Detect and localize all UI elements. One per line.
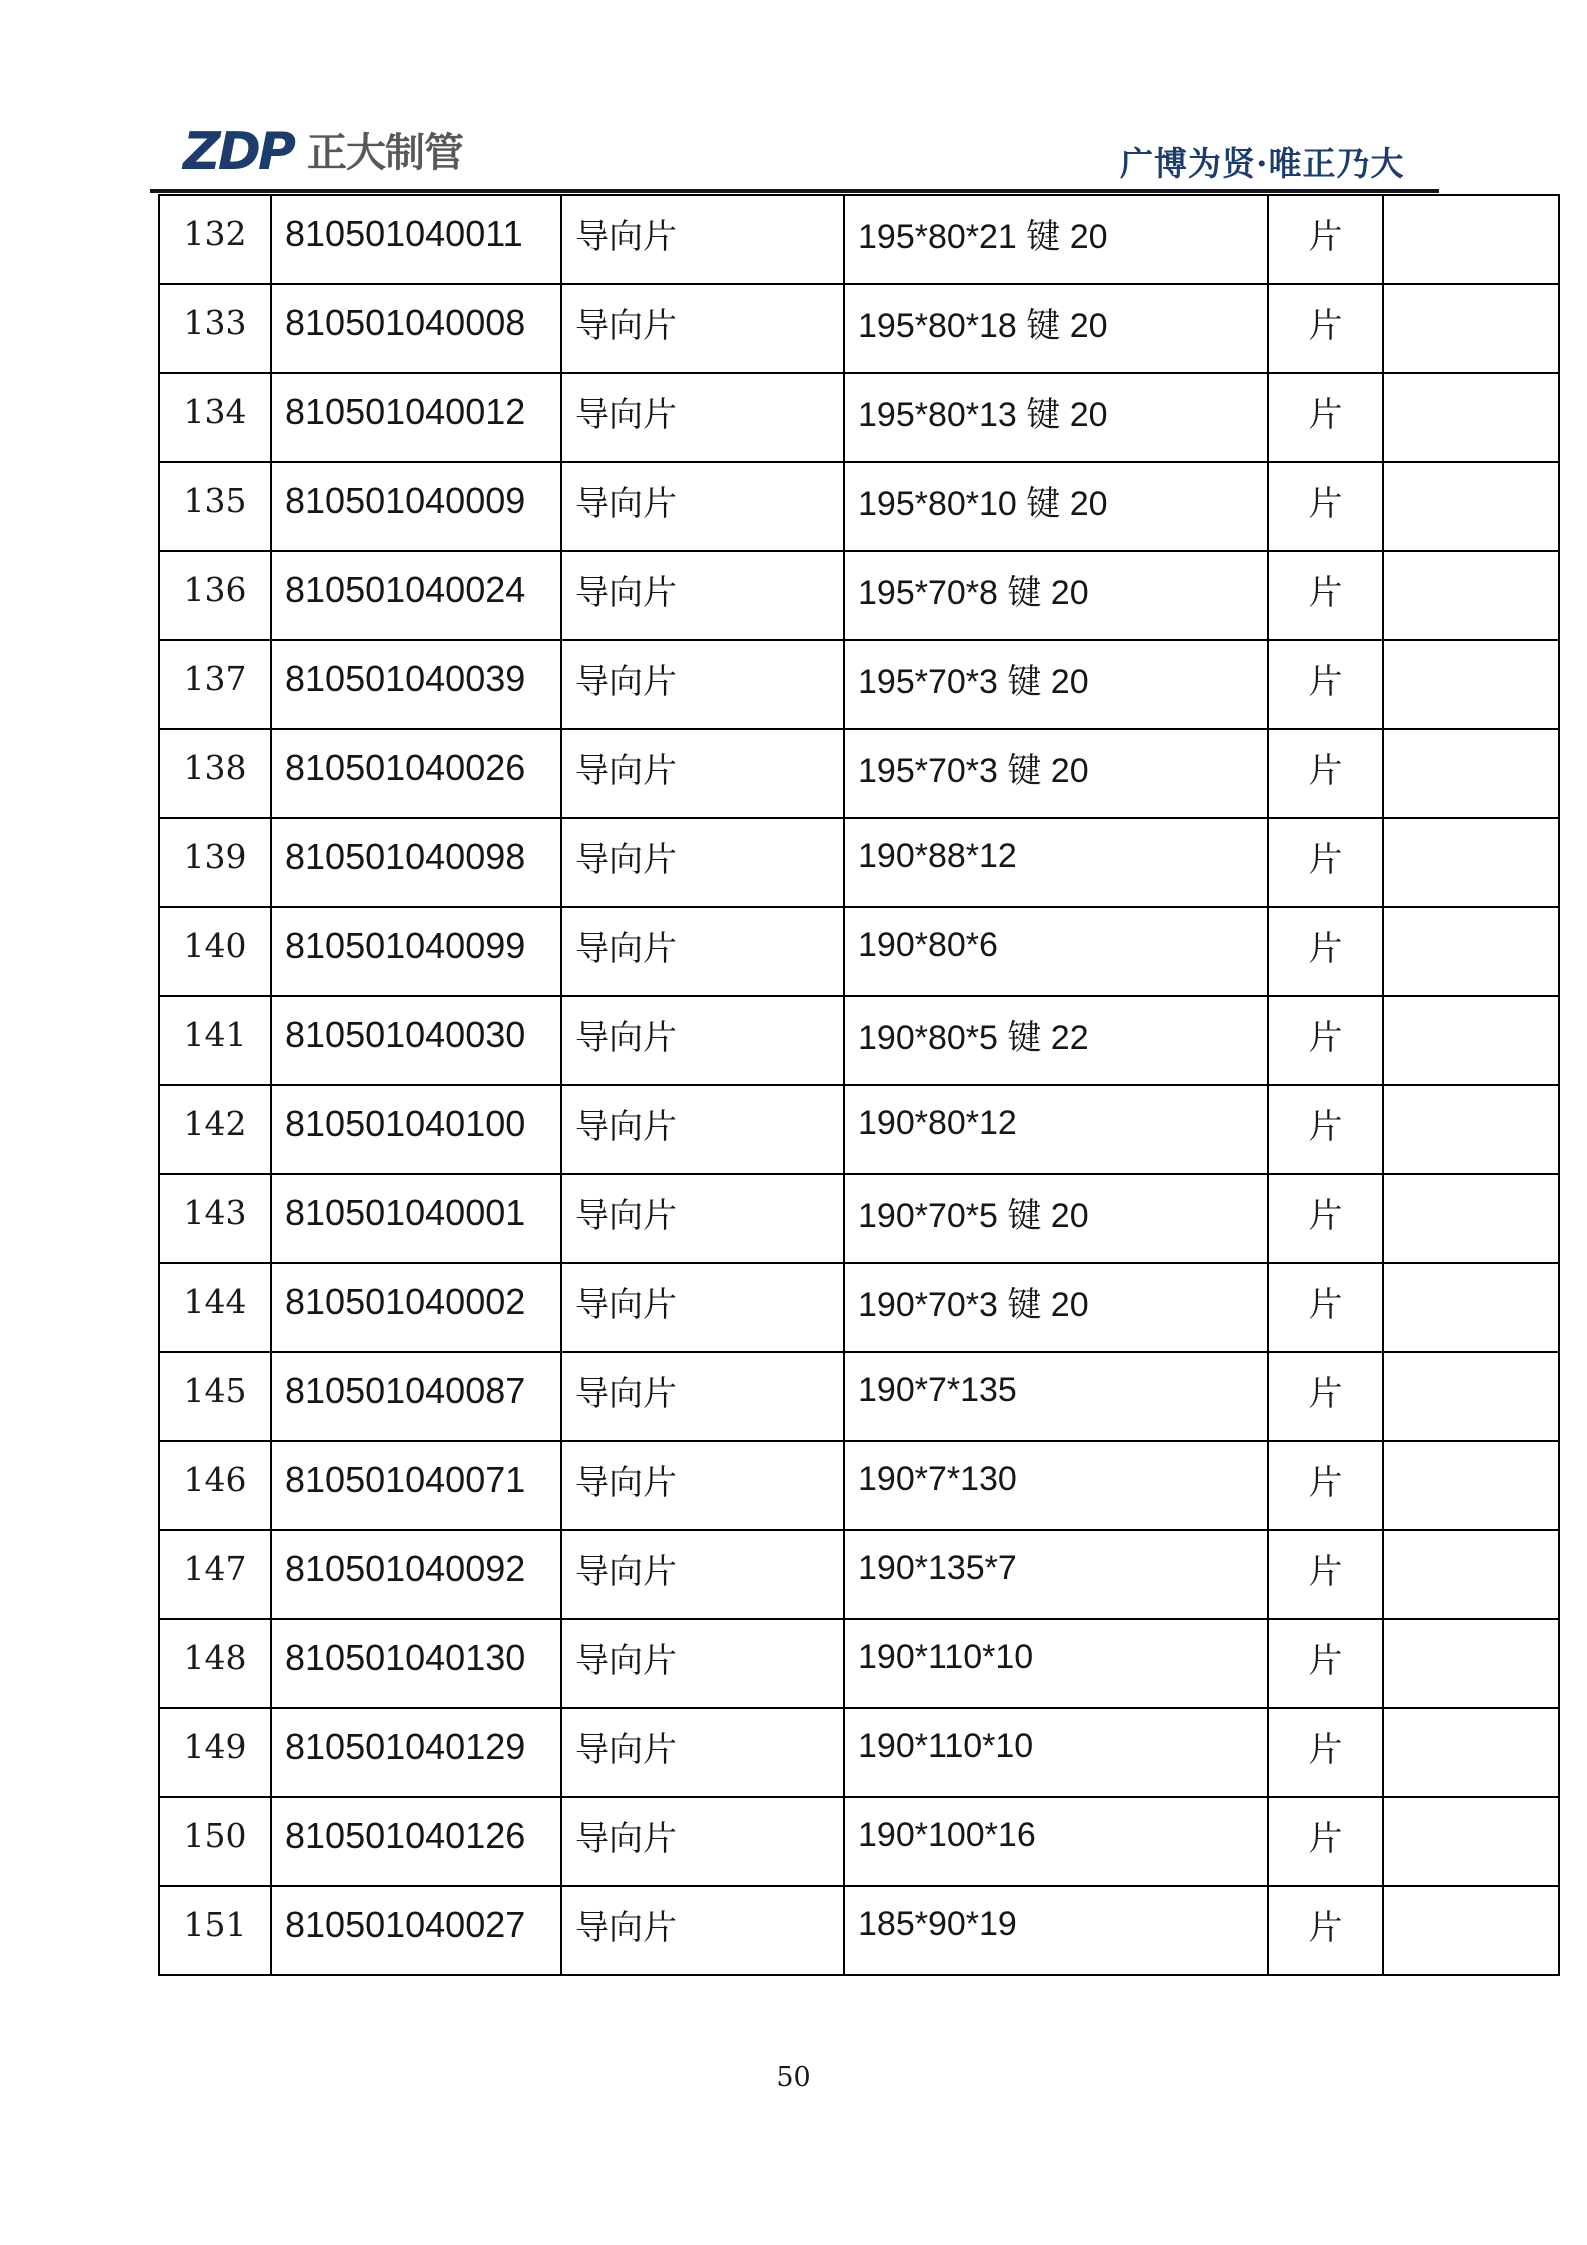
part-name-cell: 导向片 [561,1352,844,1441]
table-row [159,1619,1559,1708]
row-number-cell: 134 [159,373,271,462]
remark-cell [1383,1441,1559,1530]
material-code-cell: 810501040130 [271,1619,561,1708]
remark-cell [1383,373,1559,462]
table-row [159,996,1559,1085]
parts-table-body [159,195,1559,1975]
part-name-cell: 导向片 [561,1619,844,1708]
table-row [159,195,1559,284]
part-name-cell: 导向片 [561,907,844,996]
material-code-cell: 810501040098 [271,818,561,907]
table-row [159,1708,1559,1797]
part-name-cell: 导向片 [561,1085,844,1174]
row-number-cell: 140 [159,907,271,996]
remark-cell [1383,640,1559,729]
spec-cell: 190*100*16 [844,1797,1268,1886]
material-code-cell: 810501040024 [271,551,561,640]
unit-cell: 片 [1268,1085,1383,1174]
company-logo [183,122,463,182]
remark-cell [1383,551,1559,640]
table-row [159,1352,1559,1441]
row-number-cell: 150 [159,1797,271,1886]
remark-cell [1383,1352,1559,1441]
remark-cell [1383,1708,1559,1797]
row-number-cell: 136 [159,551,271,640]
spec-cell: 195*70*3 键 20 [844,729,1268,818]
remark-cell [1383,907,1559,996]
table-row [159,640,1559,729]
unit-cell: 片 [1268,1441,1383,1530]
unit-cell: 片 [1268,1352,1383,1441]
row-number-cell: 138 [159,729,271,818]
spec-cell: 190*80*6 [844,907,1268,996]
unit-cell: 片 [1268,818,1383,907]
unit-cell: 片 [1268,1886,1383,1975]
part-name-cell: 导向片 [561,373,844,462]
unit-cell: 片 [1268,284,1383,373]
part-name-cell: 导向片 [561,462,844,551]
spec-cell: 195*70*8 键 20 [844,551,1268,640]
spec-cell: 195*70*3 键 20 [844,640,1268,729]
remark-cell [1383,1530,1559,1619]
spec-cell: 190*80*5 键 22 [844,996,1268,1085]
unit-cell: 片 [1268,1619,1383,1708]
spec-cell: 190*110*10 [844,1619,1268,1708]
unit-cell: 片 [1268,1708,1383,1797]
page-header [0,0,1587,196]
spec-cell: 190*7*135 [844,1352,1268,1441]
row-number-cell: 133 [159,284,271,373]
spec-cell: 190*70*5 键 20 [844,1174,1268,1263]
spec-cell: 195*80*18 键 20 [844,284,1268,373]
material-code-cell: 810501040009 [271,462,561,551]
spec-cell: 190*80*12 [844,1085,1268,1174]
material-code-cell: 810501040002 [271,1263,561,1352]
material-code-cell: 810501040129 [271,1708,561,1797]
row-number-cell: 137 [159,640,271,729]
unit-cell: 片 [1268,1174,1383,1263]
part-name-cell: 导向片 [561,996,844,1085]
spec-cell: 195*80*10 键 20 [844,462,1268,551]
table-row [159,729,1559,818]
row-number-cell: 147 [159,1530,271,1619]
unit-cell: 片 [1268,1530,1383,1619]
row-number-cell: 142 [159,1085,271,1174]
row-number-cell: 151 [159,1886,271,1975]
header-divider-rule [150,189,1439,193]
row-number-cell: 144 [159,1263,271,1352]
material-code-cell: 810501040008 [271,284,561,373]
unit-cell: 片 [1268,907,1383,996]
company-name: 正大制管 [306,130,463,176]
unit-cell: 片 [1268,996,1383,1085]
row-number-cell: 143 [159,1174,271,1263]
spec-cell: 185*90*19 [844,1886,1268,1975]
part-name-cell: 导向片 [561,1530,844,1619]
part-name-cell: 导向片 [561,1441,844,1530]
remark-cell [1383,462,1559,551]
material-code-cell: 810501040092 [271,1530,561,1619]
material-code-cell: 810501040012 [271,373,561,462]
material-code-cell: 810501040027 [271,1886,561,1975]
table-row [159,551,1559,640]
remark-cell [1383,1886,1559,1975]
part-name-cell: 导向片 [561,640,844,729]
material-code-cell: 810501040026 [271,729,561,818]
material-code-cell: 810501040071 [271,1441,561,1530]
remark-cell [1383,1263,1559,1352]
unit-cell: 片 [1268,729,1383,818]
row-number-cell: 141 [159,996,271,1085]
page-number: 50 [776,2062,811,2093]
table-row [159,373,1559,462]
remark-cell [1383,996,1559,1085]
part-name-cell: 导向片 [561,1708,844,1797]
table-row [159,1085,1559,1174]
row-number-cell: 132 [159,195,271,284]
material-code-cell: 810501040039 [271,640,561,729]
table-row [159,1530,1559,1619]
parts-list-table [158,194,1560,1976]
part-name-cell: 导向片 [561,1263,844,1352]
part-name-cell: 导向片 [561,818,844,907]
material-code-cell: 810501040001 [271,1174,561,1263]
spec-cell: 195*80*13 键 20 [844,373,1268,462]
table-row [159,1263,1559,1352]
material-code-cell: 810501040087 [271,1352,561,1441]
remark-cell [1383,729,1559,818]
zdp-logo-mark: ZDP [183,122,293,182]
part-name-cell: 导向片 [561,284,844,373]
remark-cell [1383,195,1559,284]
part-name-cell: 导向片 [561,195,844,284]
unit-cell: 片 [1268,373,1383,462]
row-number-cell: 146 [159,1441,271,1530]
table-row [159,1886,1559,1975]
table-row [159,284,1559,373]
table-row [159,462,1559,551]
remark-cell [1383,1619,1559,1708]
spec-cell: 190*135*7 [844,1530,1268,1619]
unit-cell: 片 [1268,551,1383,640]
remark-cell [1383,1085,1559,1174]
spec-cell: 190*110*10 [844,1708,1268,1797]
remark-cell [1383,284,1559,373]
material-code-cell: 810501040030 [271,996,561,1085]
remark-cell [1383,1797,1559,1886]
unit-cell: 片 [1268,1263,1383,1352]
material-code-cell: 810501040100 [271,1085,561,1174]
material-code-cell: 810501040126 [271,1797,561,1886]
part-name-cell: 导向片 [561,551,844,640]
remark-cell [1383,818,1559,907]
row-number-cell: 135 [159,462,271,551]
remark-cell [1383,1174,1559,1263]
unit-cell: 片 [1268,640,1383,729]
unit-cell: 片 [1268,195,1383,284]
table-row [159,1441,1559,1530]
part-name-cell: 导向片 [561,729,844,818]
material-code-cell: 810501040011 [271,195,561,284]
row-number-cell: 149 [159,1708,271,1797]
table-row [159,1797,1559,1886]
table-row [159,818,1559,907]
row-number-cell: 139 [159,818,271,907]
table-row [159,907,1559,996]
row-number-cell: 145 [159,1352,271,1441]
part-name-cell: 导向片 [561,1797,844,1886]
spec-cell: 190*88*12 [844,818,1268,907]
material-code-cell: 810501040099 [271,907,561,996]
spec-cell: 195*80*21 键 20 [844,195,1268,284]
row-number-cell: 148 [159,1619,271,1708]
table-row [159,1174,1559,1263]
part-name-cell: 导向片 [561,1886,844,1975]
spec-cell: 190*70*3 键 20 [844,1263,1268,1352]
company-slogan: 广博为贤·唯正乃大 [1120,144,1405,183]
part-name-cell: 导向片 [561,1174,844,1263]
unit-cell: 片 [1268,1797,1383,1886]
unit-cell: 片 [1268,462,1383,551]
spec-cell: 190*7*130 [844,1441,1268,1530]
